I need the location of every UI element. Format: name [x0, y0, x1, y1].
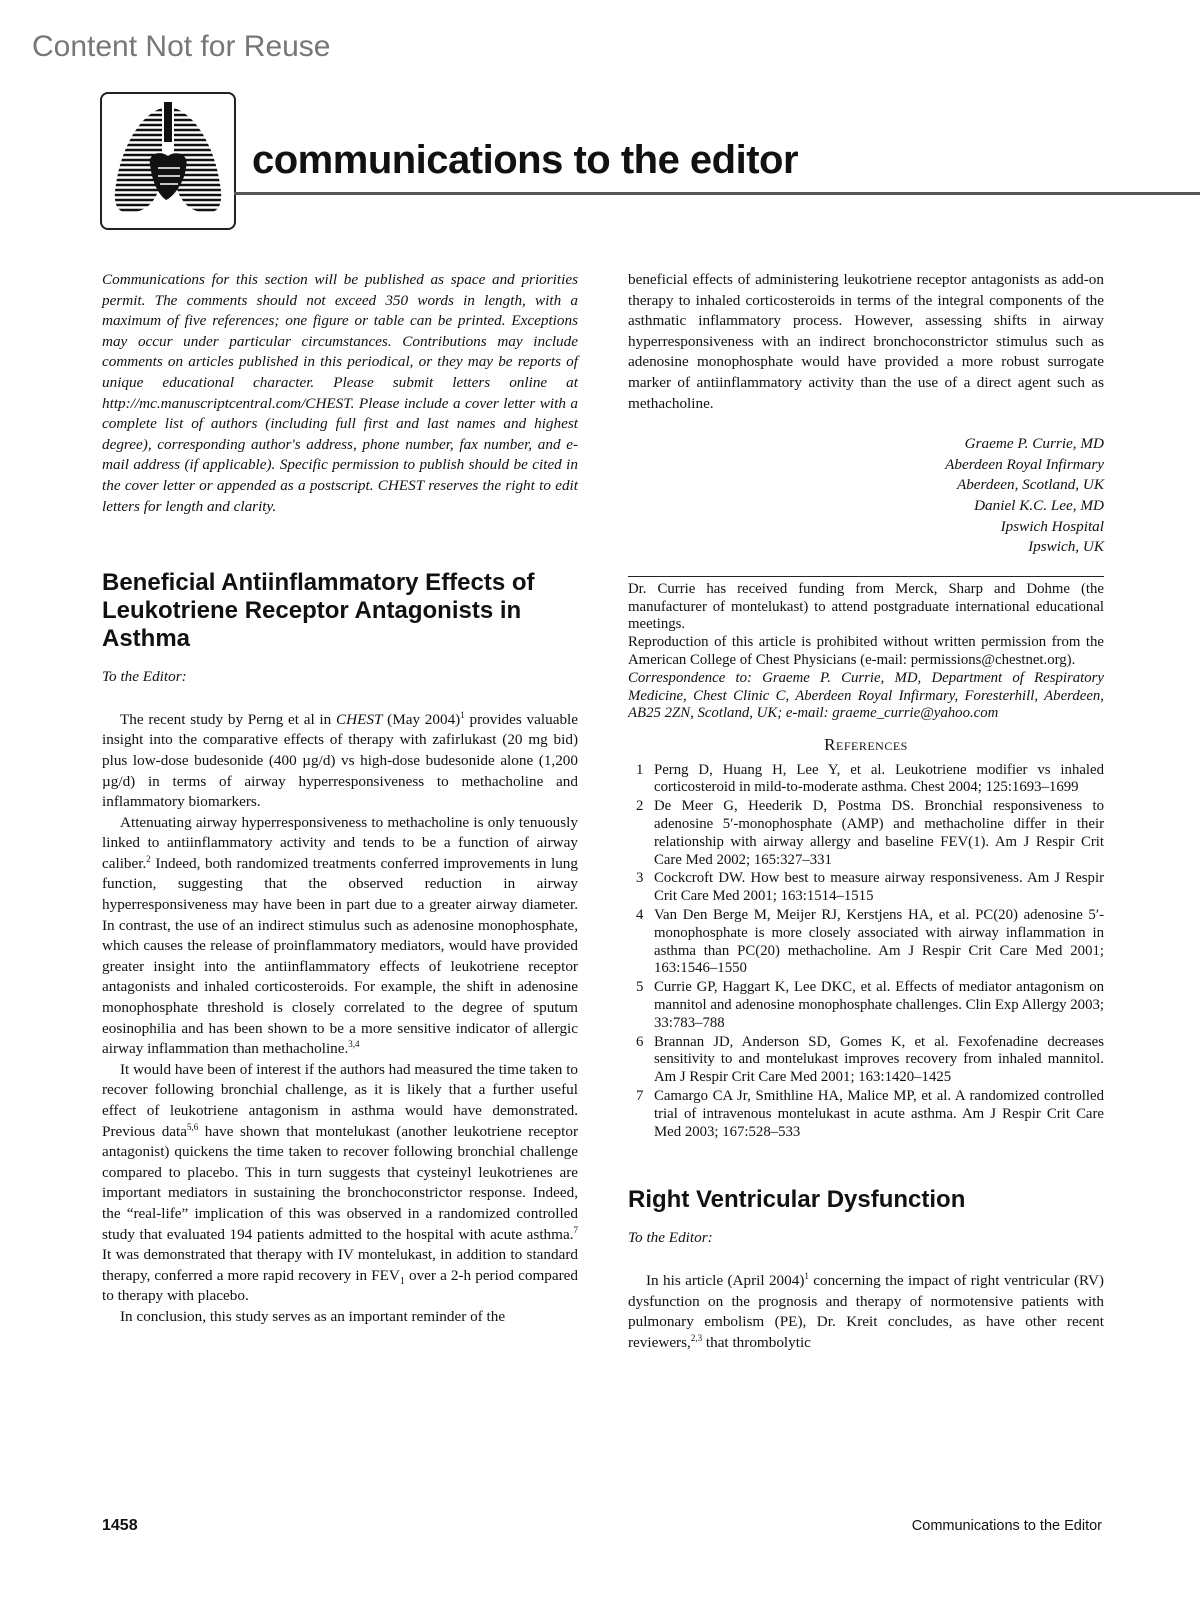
signature-block — [628, 434, 1104, 558]
references-heading: References — [824, 735, 908, 755]
reference-item: 7 Camargo CA Jr, Smithline HA, Malice MP, et al. A randomized controlled trial of intravenous montelukast in acute asthma. Am J Respir Crit Care Med 2003; 167:528–533 — [636, 1088, 1104, 1140]
article-paragraph: In his article (April 2004)$^1$ concerning the impact of right ventricular (RV) dysfunction on the prognosis and therapy of normotensive patients with pulmonary embolism (PE), Dr. Kreit concludes, as have other recent reviewers,$^{2,3}$ that thrombolytic — [628, 1270, 1104, 1351]
watermark: Content Not for Reuse — [32, 30, 331, 63]
author-affiliation: Ipswich Hospital — [1000, 517, 1104, 535]
section-title: communications to the editor — [252, 138, 799, 182]
footnote-reproduction: Reproduction of this article is prohibited without written permission from the American College of Chest Physicians (e-mail: permissions@chestnet.org). — [628, 634, 1104, 668]
article-paragraph: Attenuating airway hyperresponsiveness to methacholine is only tenuously linked to antiinflammatory activity and tends to be a function of airway caliber.$^2$ Indeed, both randomized treatments conferred improvements in lung function, suggesting that the observed reduction in airway hyperresponsiveness may have been in part due to a greater airway diameter. In contrast, the use of an indirect stimulus such as adenosine monophosphate, which causes the release of proinflammatory mediators, would have provided greater insight into the antiinflammatory effects of leukotriene receptor antagonists and inhaled corticosteroids. For example, the shift in adenosine monophosphate threshold is closely correlated to the degree of sputum eosinophilia and has been shown to be a more sensitive indicator of allergic airway inflammation than methacholine.$^{3,4}$ — [102, 813, 578, 1058]
author-location: Ipswich, UK — [1028, 538, 1104, 556]
salutation: To the Editor: — [102, 668, 187, 686]
article-title: Beneficial Antiinflammatory Effects of Leukotriene Receptor Antagonists in Asthma — [102, 569, 535, 653]
running-title: Communications to the Editor — [911, 1518, 1102, 1534]
footnote-correspondence: Correspondence to: Graeme P. Currie, MD, Department of Respiratory Medicine, Chest Clinic C, Aberdeen Royal Infirmary, Foresterhill, Aberdeen, AB25 2ZN, Scotland, UK; e-mail: graeme_currie@yahoo.com — [628, 669, 1104, 722]
reference-item: 2 De Meer G, Heederik D, Postma DS. Bronchial responsiveness to adenosine 5′-monophosphate (AMP) and methacholine differ in their relationship with airway allergy and baseline FEV(1). Am J Respir Crit Care Med 2002; 165:327–331 — [636, 798, 1104, 868]
salutation: To the Editor: — [628, 1229, 713, 1247]
reference-item: 5 Currie GP, Haggart K, Lee DKC, et al. Effects of mediator antagonism on mannitol and adenosine monophosphate challenges. Clin Exp Allergy 2003; 33:783–788 — [636, 979, 1104, 1031]
article-title: Right Ventricular Dysfunction — [628, 1186, 966, 1214]
lungs-icon — [100, 92, 236, 230]
author-affiliation: Aberdeen Royal Infirmary — [945, 455, 1104, 473]
page-number: 1458 — [102, 1517, 138, 1534]
article-paragraph: beneficial effects of administering leukotriene receptor antagonists as add-on therapy to inhaled corticosteroids in terms of the integral components of the asthmatic inflammatory process. However, assessing shifts in airway hyperresponsiveness with an indirect bronchoconstrictor stimulus such as adenosine monophosphate would have provided a more robust surrogate marker of antiinflammatory activity than the use of a direct agent such as methacholine. — [628, 271, 1104, 412]
reference-item: 1 Perng D, Huang H, Lee Y, et al. Leukotriene modifier vs inhaled corticosteroid in mild-to-moderate asthma. Chest 2004; 125:1693–1699 — [636, 761, 1104, 796]
right-column — [628, 270, 1104, 1353]
article-paragraph: In conclusion, this study serves as an important reminder of the — [120, 1307, 506, 1325]
references-list — [628, 762, 1104, 1142]
reference-item: 6 Brannan JD, Anderson SD, Gomes K, et al. Fexofenadine decreases sensitivity to and montelukast improves recovery from inhaled mannitol. Am J Respir Crit Care Med 2001; 163:1420–1425 — [636, 1033, 1104, 1086]
author-name: Daniel K.C. Lee, MD — [974, 496, 1104, 514]
author-location: Aberdeen, Scotland, UK — [956, 476, 1104, 494]
reference-item: 4 Van Den Berge M, Meijer RJ, Kerstjens HA, et al. PC(20) adenosine 5′-monophosphate is more closely associated with airway inflammation in asthma than PC(20) methacholine. Am J Respir Crit Care Med 2001; 163:1546–1550 — [636, 907, 1104, 977]
left-column — [102, 270, 578, 1328]
instructions-text: Communications for this section will be published as space and priorities permit. The comments should not exceed 350 words in length, with a maximum of five references; one figure or table can be printed. Exceptions may occur under particular circumstances. Contributions may include comments on articles published in this periodical, or they may be reports of unique educational character. Please submit letters online at http://mc.manuscriptcentral.com/CHEST. Please include a cover letter with a complete list of authors (including full first and last names and highest degree), corresponding author's address, phone number, fax number, and e-mail address (if applicable). Specific permission to publish should be cited in the cover letter or appended as a postscript. CHEST reserves the right to edit letters for length and clarity. — [102, 271, 578, 515]
author-name: Graeme P. Currie, MD — [964, 435, 1104, 453]
article-paragraph: It would have been of interest if the authors had measured the time taken to recover following bronchial challenge, as it is likely that a further useful effect of leukotriene antagonism in asthma would have demonstrated. Previous data$^{5,6}$ have shown that montelukast (another leukotriene receptor antagonist) quickens the time taken to recover following bronchial challenge compared to placebo. This in turn suggests that cysteinyl leukotrienes are important mediators in sustaining the bronchoconstrictor response. Indeed, the “real-life” implication of this was observed in a randomized controlled study that evaluated 194 patients admitted to the hospital with acute asthma.$^7$ It was demonstrated that therapy with IV montelukast, in addition to standard therapy, conferred a more rapid recovery in $FEV_1$ over a 2-h period compared to therapy with placebo. — [102, 1060, 579, 1305]
header-rule — [234, 192, 1200, 195]
footnote-disclosure: Dr. Currie has received funding from Merck, Sharp and Dohme (the manufacturer of montelukast) to attend postgraduate international educational meetings. — [628, 580, 1104, 633]
reference-item: 3 Cockcroft DW. How best to measure airway responsiveness. Am J Respir Crit Care Med 2001; 163:1514–1515 — [636, 870, 1104, 905]
article-paragraph: The recent study by Perng et al in CHEST (May 2004)$^1$ provides valuable insight into the comparative effects of therapy with zafirlukast (20 mg bid) plus low-dose budesonide (400 µg/d) vs high-dose budesonide alone (1,200 µg/d) in terms of airway hyperresponsiveness to methacholine and inflammatory biomarkers. — [102, 709, 578, 811]
